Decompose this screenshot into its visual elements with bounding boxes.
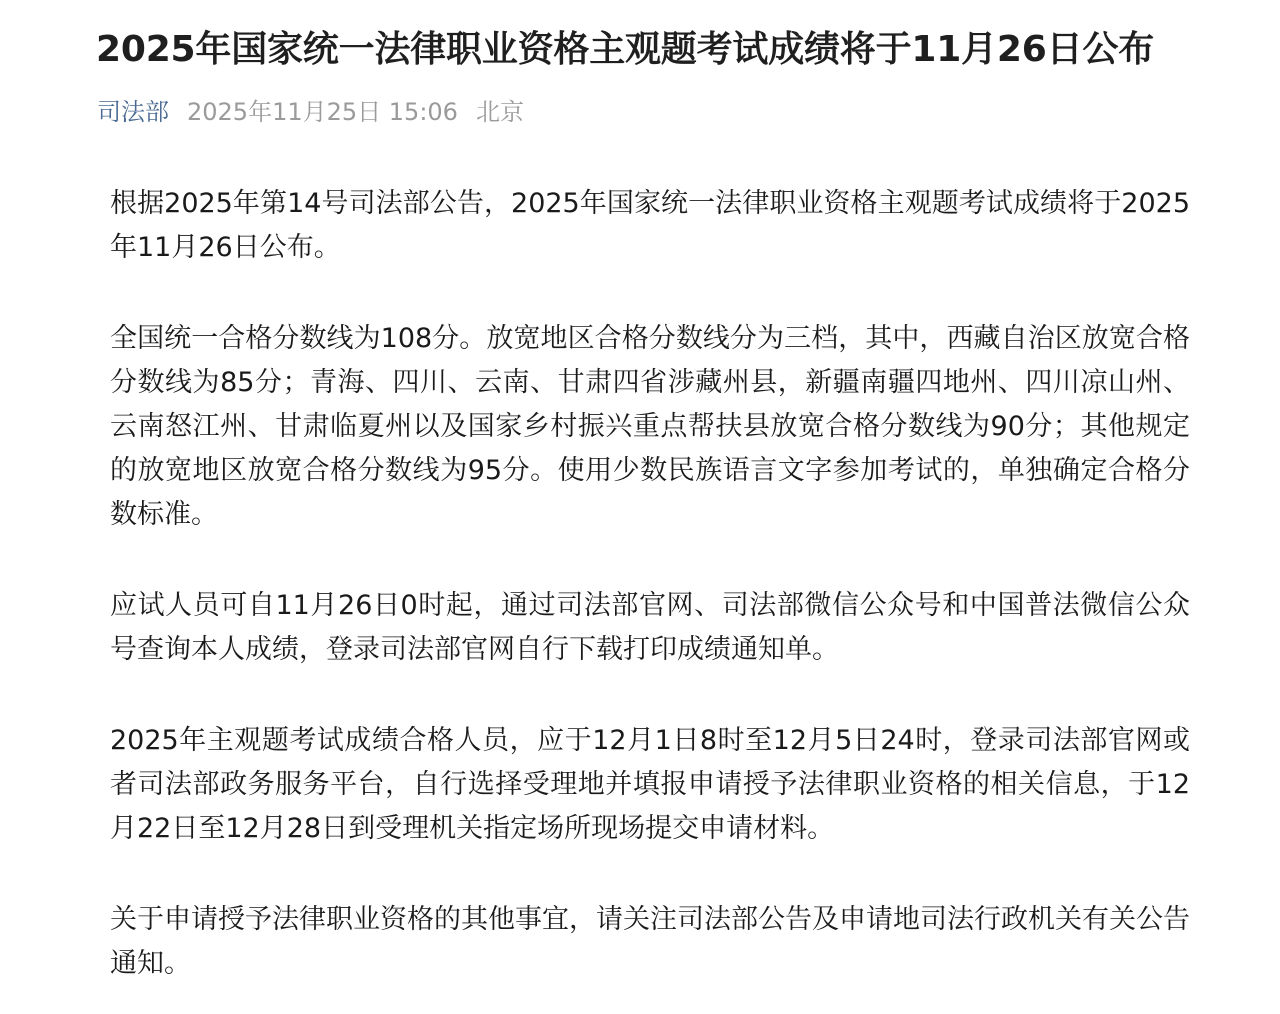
paragraph-1: 根据2025年第14号司法部公告，2025年国家统一法律职业资格主观题考试成绩将于2025年11月26日公布。 (110, 188, 1190, 263)
article-meta (97, 92, 524, 132)
paragraph-5: 关于申请授予法律职业资格的其他事宜，请关注司法部公告及申请地司法行政机关有关公告通知。 (110, 904, 1190, 979)
publish-date: 2025年11月25日 15:06 (187, 98, 458, 126)
article-body (110, 182, 1190, 986)
publish-location: 北京 (475, 98, 524, 126)
paragraph-2: 全国统一合格分数线为108分。放宽地区合格分数线分为三档，其中，西藏自治区放宽合格分数线为85分；青海、四川、云南、甘肃四省涉藏州县，新疆南疆四地州、四川凉山州、云南怒江州、甘肃临夏州以及国家乡村振兴重点帮扶县放宽合格分数线为90分；其他规定的放宽地区放宽合格分数线为95分。使用少数民族语言文字参加考试的，单独确定合格分数标准。 (110, 323, 1190, 530)
paragraph-4: 2025年主观题考试成绩合格人员，应于12月1日8时至12月5日24时，登录司法部官网或者司法部政务服务平台，自行选择受理地并填报申请授予法律职业资格的相关信息，于12月22日至12月28日到受理机关指定场所现场提交申请材料。 (110, 725, 1190, 844)
paragraph-3: 应试人员可自11月26日0时起，通过司法部官网、司法部微信公众号和中国普法微信公众号查询本人成绩，登录司法部官网自行下载打印成绩通知单。 (110, 590, 1190, 665)
article-title: 2025年国家统一法律职业资格主观题考试成绩将于11月26日公布 (96, 29, 1154, 70)
source-link[interactable]: 司法部 (97, 98, 169, 126)
